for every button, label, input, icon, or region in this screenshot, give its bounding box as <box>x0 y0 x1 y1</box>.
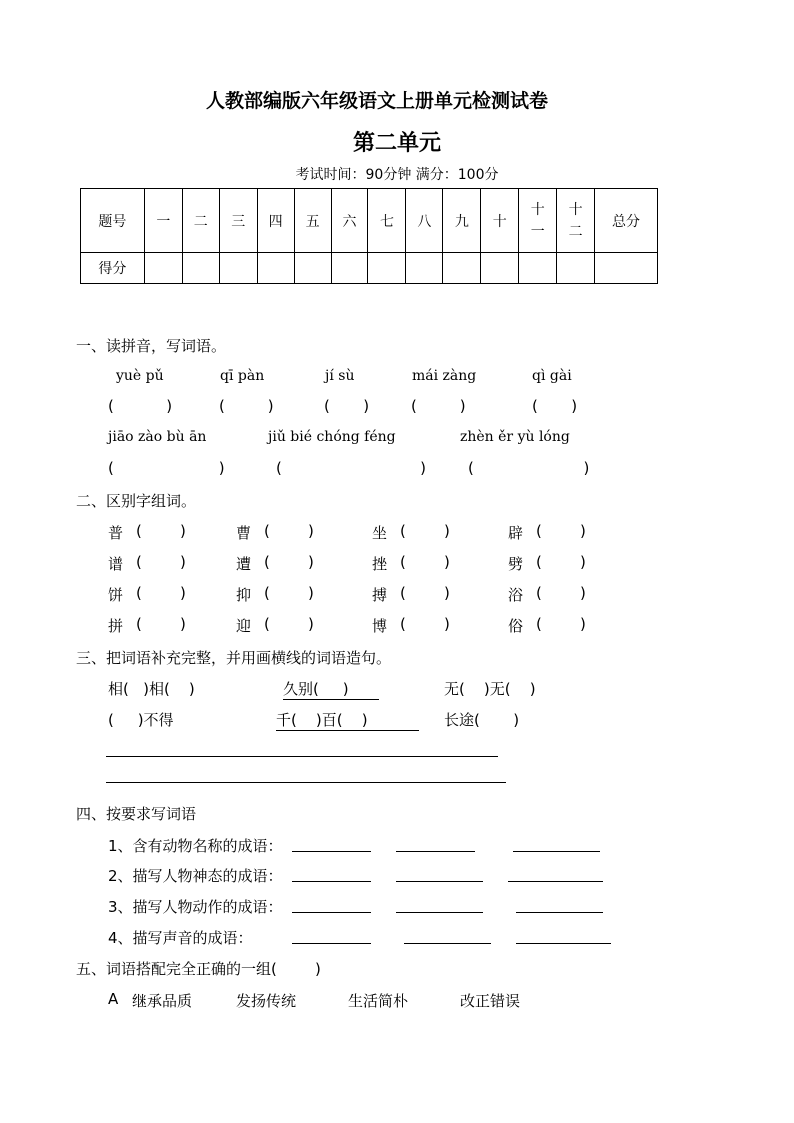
answer-line[interactable] <box>396 851 475 852</box>
question-item: 1、含有动物名称的成语： <box>108 837 283 855</box>
answer-paren[interactable]: ( ) <box>136 615 186 633</box>
score-cell[interactable] <box>182 253 219 284</box>
answer-paren[interactable]: ( ) <box>400 522 450 540</box>
answer-blank[interactable]: ( ) <box>108 397 173 415</box>
pinyin: qī pàn <box>220 368 265 384</box>
score-cell[interactable] <box>443 253 481 284</box>
unit-title: 第二单元 <box>352 130 441 156</box>
option-phrase: 继承品质 <box>132 992 193 1010</box>
char: 浴 <box>508 586 524 604</box>
score-cell[interactable] <box>257 253 294 284</box>
col-header-top: 十 <box>568 201 583 218</box>
answer-paren[interactable]: ( ) <box>264 522 314 540</box>
char: 抑 <box>236 586 252 604</box>
answer-blank[interactable]: ( ) <box>468 459 590 477</box>
col-header: 二 <box>182 189 219 253</box>
answer-paren[interactable]: ( ) <box>400 615 450 633</box>
answer-blank[interactable]: ( ) <box>108 459 225 477</box>
answer-paren[interactable]: ( ) <box>400 553 450 571</box>
pinyin: jí sù <box>325 368 355 384</box>
table-row-number <box>81 189 658 253</box>
option-phrase: 改正错误 <box>460 992 521 1010</box>
col-header-bottom: 一 <box>530 223 545 240</box>
score-table <box>80 188 658 284</box>
answer-line[interactable] <box>516 943 611 944</box>
answer-line[interactable] <box>508 881 603 882</box>
answer-line[interactable] <box>292 912 371 913</box>
answer-blank[interactable]: ( ) <box>324 397 370 415</box>
char: 迎 <box>236 617 252 635</box>
score-cell[interactable] <box>406 253 443 284</box>
answer-blank[interactable]: ( ) <box>219 397 274 415</box>
answer-paren[interactable]: ( ) <box>264 553 314 571</box>
pinyin: zhèn ěr yù lóng <box>460 429 570 445</box>
char: 搏 <box>372 586 388 604</box>
col-header: 九 <box>443 189 481 253</box>
exam-info: 考试时间：90分钟 满分：100分 <box>295 167 499 183</box>
col-header <box>519 189 557 253</box>
row-label-number: 题号 <box>81 189 145 253</box>
char: 拼 <box>108 617 124 635</box>
answer-line[interactable] <box>396 881 483 882</box>
section-2-heading: 二、区别字组词。 <box>76 492 197 510</box>
score-cell[interactable] <box>481 253 519 284</box>
answer-paren[interactable]: ( ) <box>264 615 314 633</box>
answer-paren[interactable]: ( ) <box>136 584 186 602</box>
col-header: 七 <box>368 189 406 253</box>
char: 挫 <box>372 555 388 573</box>
answer-line[interactable] <box>292 943 371 944</box>
char: 遭 <box>236 555 252 573</box>
col-header: 十 <box>481 189 519 253</box>
idiom-fill-underlined[interactable]: 千( )百( ) <box>276 709 419 731</box>
section-5-heading: 五、词语搭配完全正确的一组( ) <box>76 960 321 978</box>
pinyin: jiāo zào bù ān <box>108 429 207 445</box>
char: 博 <box>372 617 388 635</box>
score-cell[interactable] <box>144 253 182 284</box>
answer-paren[interactable]: ( ) <box>264 584 314 602</box>
col-header: 四 <box>257 189 294 253</box>
answer-line[interactable] <box>292 851 371 852</box>
score-total-cell[interactable] <box>595 253 658 284</box>
answer-paren[interactable]: ( ) <box>536 553 586 571</box>
col-header-top: 十 <box>530 201 545 218</box>
char: 谱 <box>108 555 124 573</box>
row-label-score: 得分 <box>81 253 145 284</box>
answer-blank[interactable]: ( ) <box>411 397 466 415</box>
table-row-score <box>81 253 658 284</box>
col-header: 五 <box>294 189 331 253</box>
answer-line[interactable] <box>516 912 603 913</box>
idiom-fill[interactable]: 长途( ) <box>444 711 520 729</box>
char: 普 <box>108 524 124 542</box>
answer-blank[interactable]: ( ) <box>276 459 426 477</box>
section-3-heading: 三、把词语补充完整，并用画横线的词语造句。 <box>76 649 392 667</box>
char: 坐 <box>372 524 388 542</box>
exam-title: 人教部编版六年级语文上册单元检测试卷 <box>205 90 548 112</box>
pinyin: yuè pǔ <box>116 368 164 384</box>
option-phrase: 发扬传统 <box>236 992 297 1010</box>
char: 饼 <box>108 586 124 604</box>
pinyin: qì gài <box>532 368 572 384</box>
answer-paren[interactable]: ( ) <box>400 584 450 602</box>
score-cell[interactable] <box>368 253 406 284</box>
score-cell[interactable] <box>557 253 595 284</box>
answer-line[interactable] <box>292 881 371 882</box>
col-header: 八 <box>406 189 443 253</box>
answer-paren[interactable]: ( ) <box>536 615 586 633</box>
score-cell[interactable] <box>331 253 368 284</box>
answer-line[interactable] <box>404 943 491 944</box>
answer-paren[interactable]: ( ) <box>136 553 186 571</box>
char: 劈 <box>508 555 524 573</box>
col-header: 六 <box>331 189 368 253</box>
answer-line[interactable] <box>513 851 600 852</box>
col-header: 三 <box>219 189 257 253</box>
question-item: 3、描写人物动作的成语： <box>108 898 283 916</box>
answer-blank[interactable]: ( ) <box>532 397 578 415</box>
section-4-heading: 四、按要求写词语 <box>76 805 197 823</box>
question-item: 4、描写声音的成语： <box>108 929 253 947</box>
char: 辟 <box>508 524 524 542</box>
col-header-total: 总分 <box>595 189 658 253</box>
score-cell[interactable] <box>519 253 557 284</box>
col-header <box>557 189 595 253</box>
answer-line[interactable] <box>106 782 506 783</box>
option-letter: A <box>108 990 119 1008</box>
answer-line[interactable] <box>106 756 498 757</box>
col-header: 一 <box>144 189 182 253</box>
pinyin: jiǔ bié chóng féng <box>268 429 396 445</box>
idiom-fill-underlined[interactable]: 久别( ) <box>283 678 379 700</box>
char: 曹 <box>236 524 252 542</box>
idiom-fill[interactable]: ( )不得 <box>108 711 174 729</box>
score-cell[interactable] <box>294 253 331 284</box>
section-1-heading: 一、读拼音，写词语。 <box>76 337 227 355</box>
option-phrase: 生活简朴 <box>348 992 409 1010</box>
idiom-fill[interactable]: 相( )相( ) <box>108 680 195 698</box>
char: 俗 <box>508 617 524 635</box>
pinyin: mái zàng <box>412 368 477 384</box>
answer-line[interactable] <box>396 912 483 913</box>
answer-paren[interactable]: ( ) <box>136 522 186 540</box>
score-cell[interactable] <box>219 253 257 284</box>
answer-paren[interactable]: ( ) <box>536 522 586 540</box>
question-item: 2、描写人物神态的成语： <box>108 867 283 885</box>
col-header-bottom: 二 <box>568 223 583 240</box>
answer-paren[interactable]: ( ) <box>536 584 586 602</box>
idiom-fill[interactable]: 无( )无( ) <box>444 680 536 698</box>
